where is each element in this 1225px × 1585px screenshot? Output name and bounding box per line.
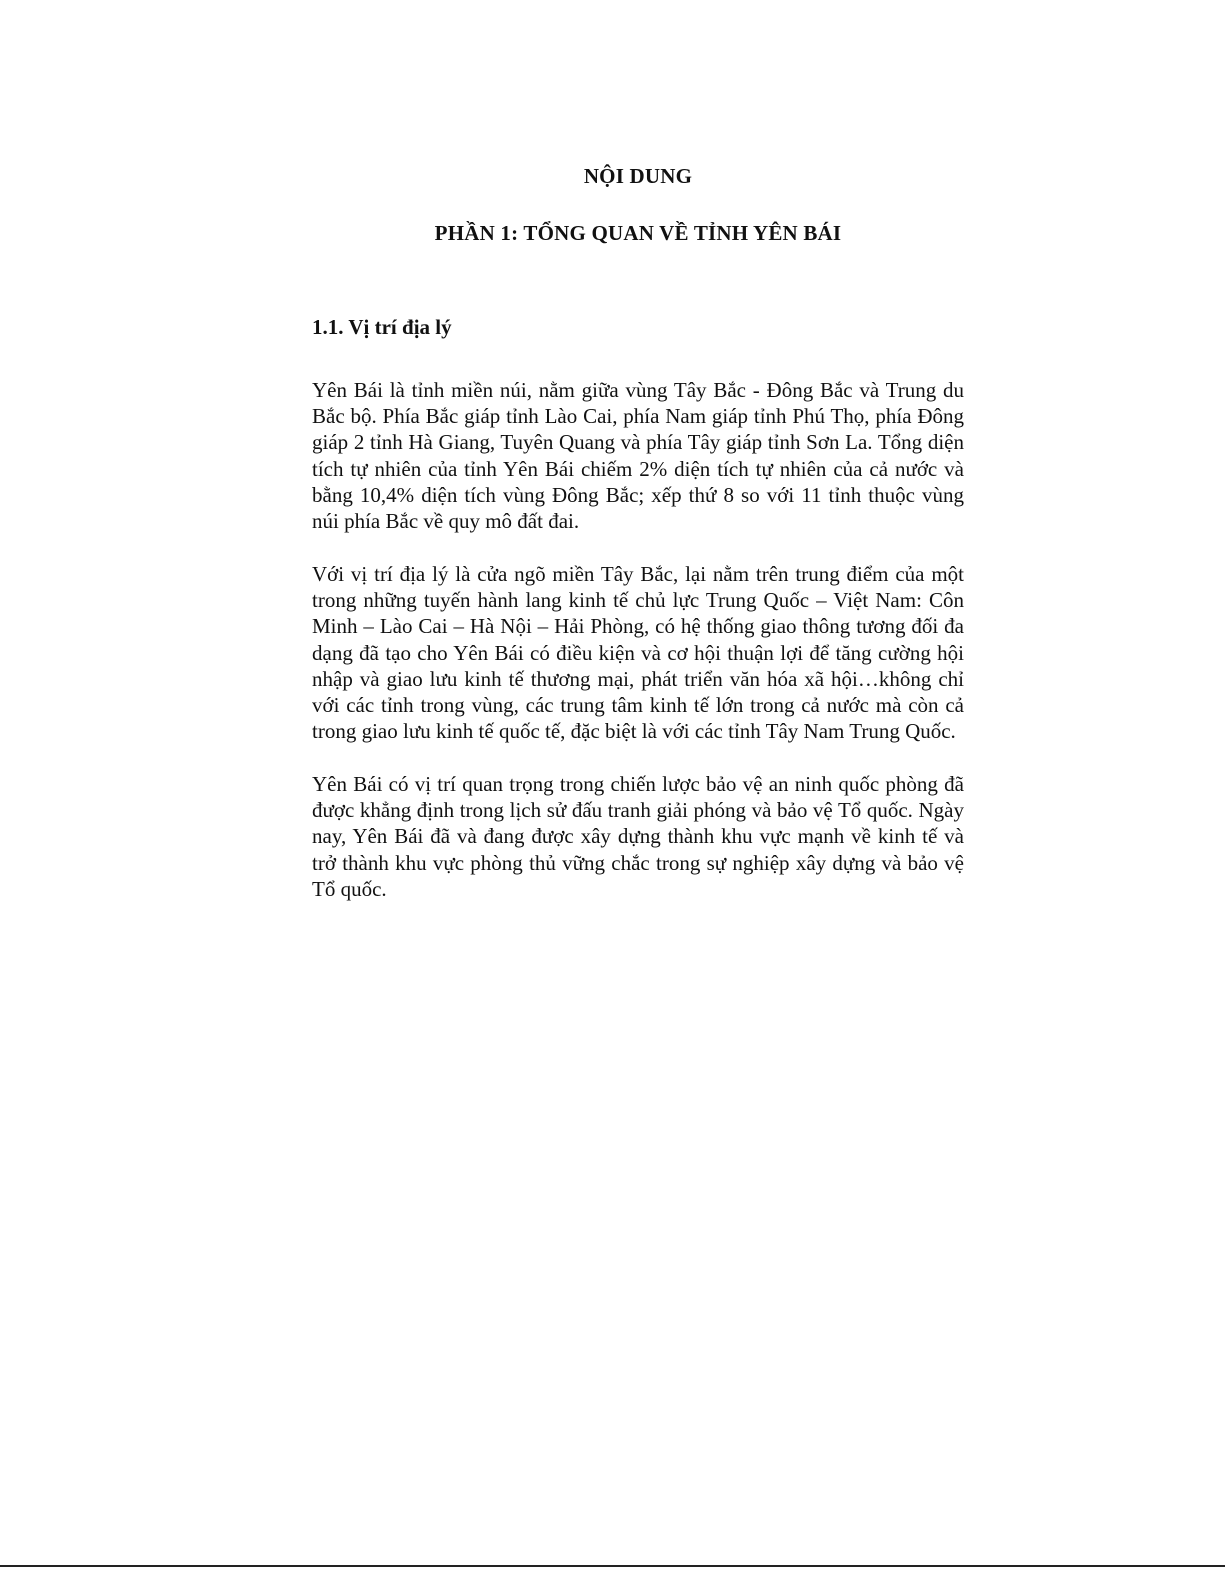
paragraph-3: Yên Bái có vị trí quan trọng trong chiến lược bảo vệ an ninh quốc phòng đã được khẳng định trong lịch sử đấu tranh giải phóng và bảo vệ Tổ quốc. Ngày nay, Yên Bái đã và đang được xây dựng thành khu vực mạnh về kinh tế và trở thành khu vực phòng thủ vững chắc trong sự nghiệp xây dựng và bảo vệ Tổ quốc.	[312, 772, 964, 901]
paragraph-1: Yên Bái là tỉnh miền núi, nằm giữa vùng Tây Bắc - Đông Bắc và Trung du Bắc bộ. Phía Bắc giáp tỉnh Lào Cai, phía Nam giáp tỉnh Phú Thọ, phía Đông giáp 2 tỉnh Hà Giang, Tuyên Quang và phía Tây giáp tỉnh Sơn La. Tổng diện tích tự nhiên của tỉnh Yên Bái chiếm 2% diện tích tự nhiên của cả nước và bằng 10,4% diện tích vùng Đông Bắc; xếp thứ 8 so với 11 tỉnh thuộc vùng núi phía Bắc về quy mô đất đai.	[312, 378, 964, 534]
section-heading: 1.1. Vị trí địa lý	[312, 315, 452, 339]
paragraph-2: Với vị trí địa lý là cửa ngõ miền Tây Bắc, lại nằm trên trung điểm của một trong những tuyến hành lang kinh tế chủ lực Trung Quốc – Việt Nam: Côn Minh – Lào Cai – Hà Nội – Hải Phòng, có hệ thống giao thông tương đối đa dạng đã tạo cho Yên Bái có điều kiện và cơ hội thuận lợi để tăng cường hội nhập và giao lưu kinh tế thương mại, phát triển văn hóa xã hội…không chỉ với các tỉnh trong vùng, các trung tâm kinh tế lớn trong cả nước mà còn cả trong giao lưu kinh tế quốc tế, đặc biệt là với các tỉnh Tây Nam Trung Quốc.	[312, 562, 964, 744]
document-title: NỘI DUNG	[583, 164, 693, 188]
part-title: PHẦN 1: TỔNG QUAN VỀ TỈNH YÊN BÁI	[434, 221, 842, 245]
page-bottom-border	[0, 1565, 1225, 1567]
